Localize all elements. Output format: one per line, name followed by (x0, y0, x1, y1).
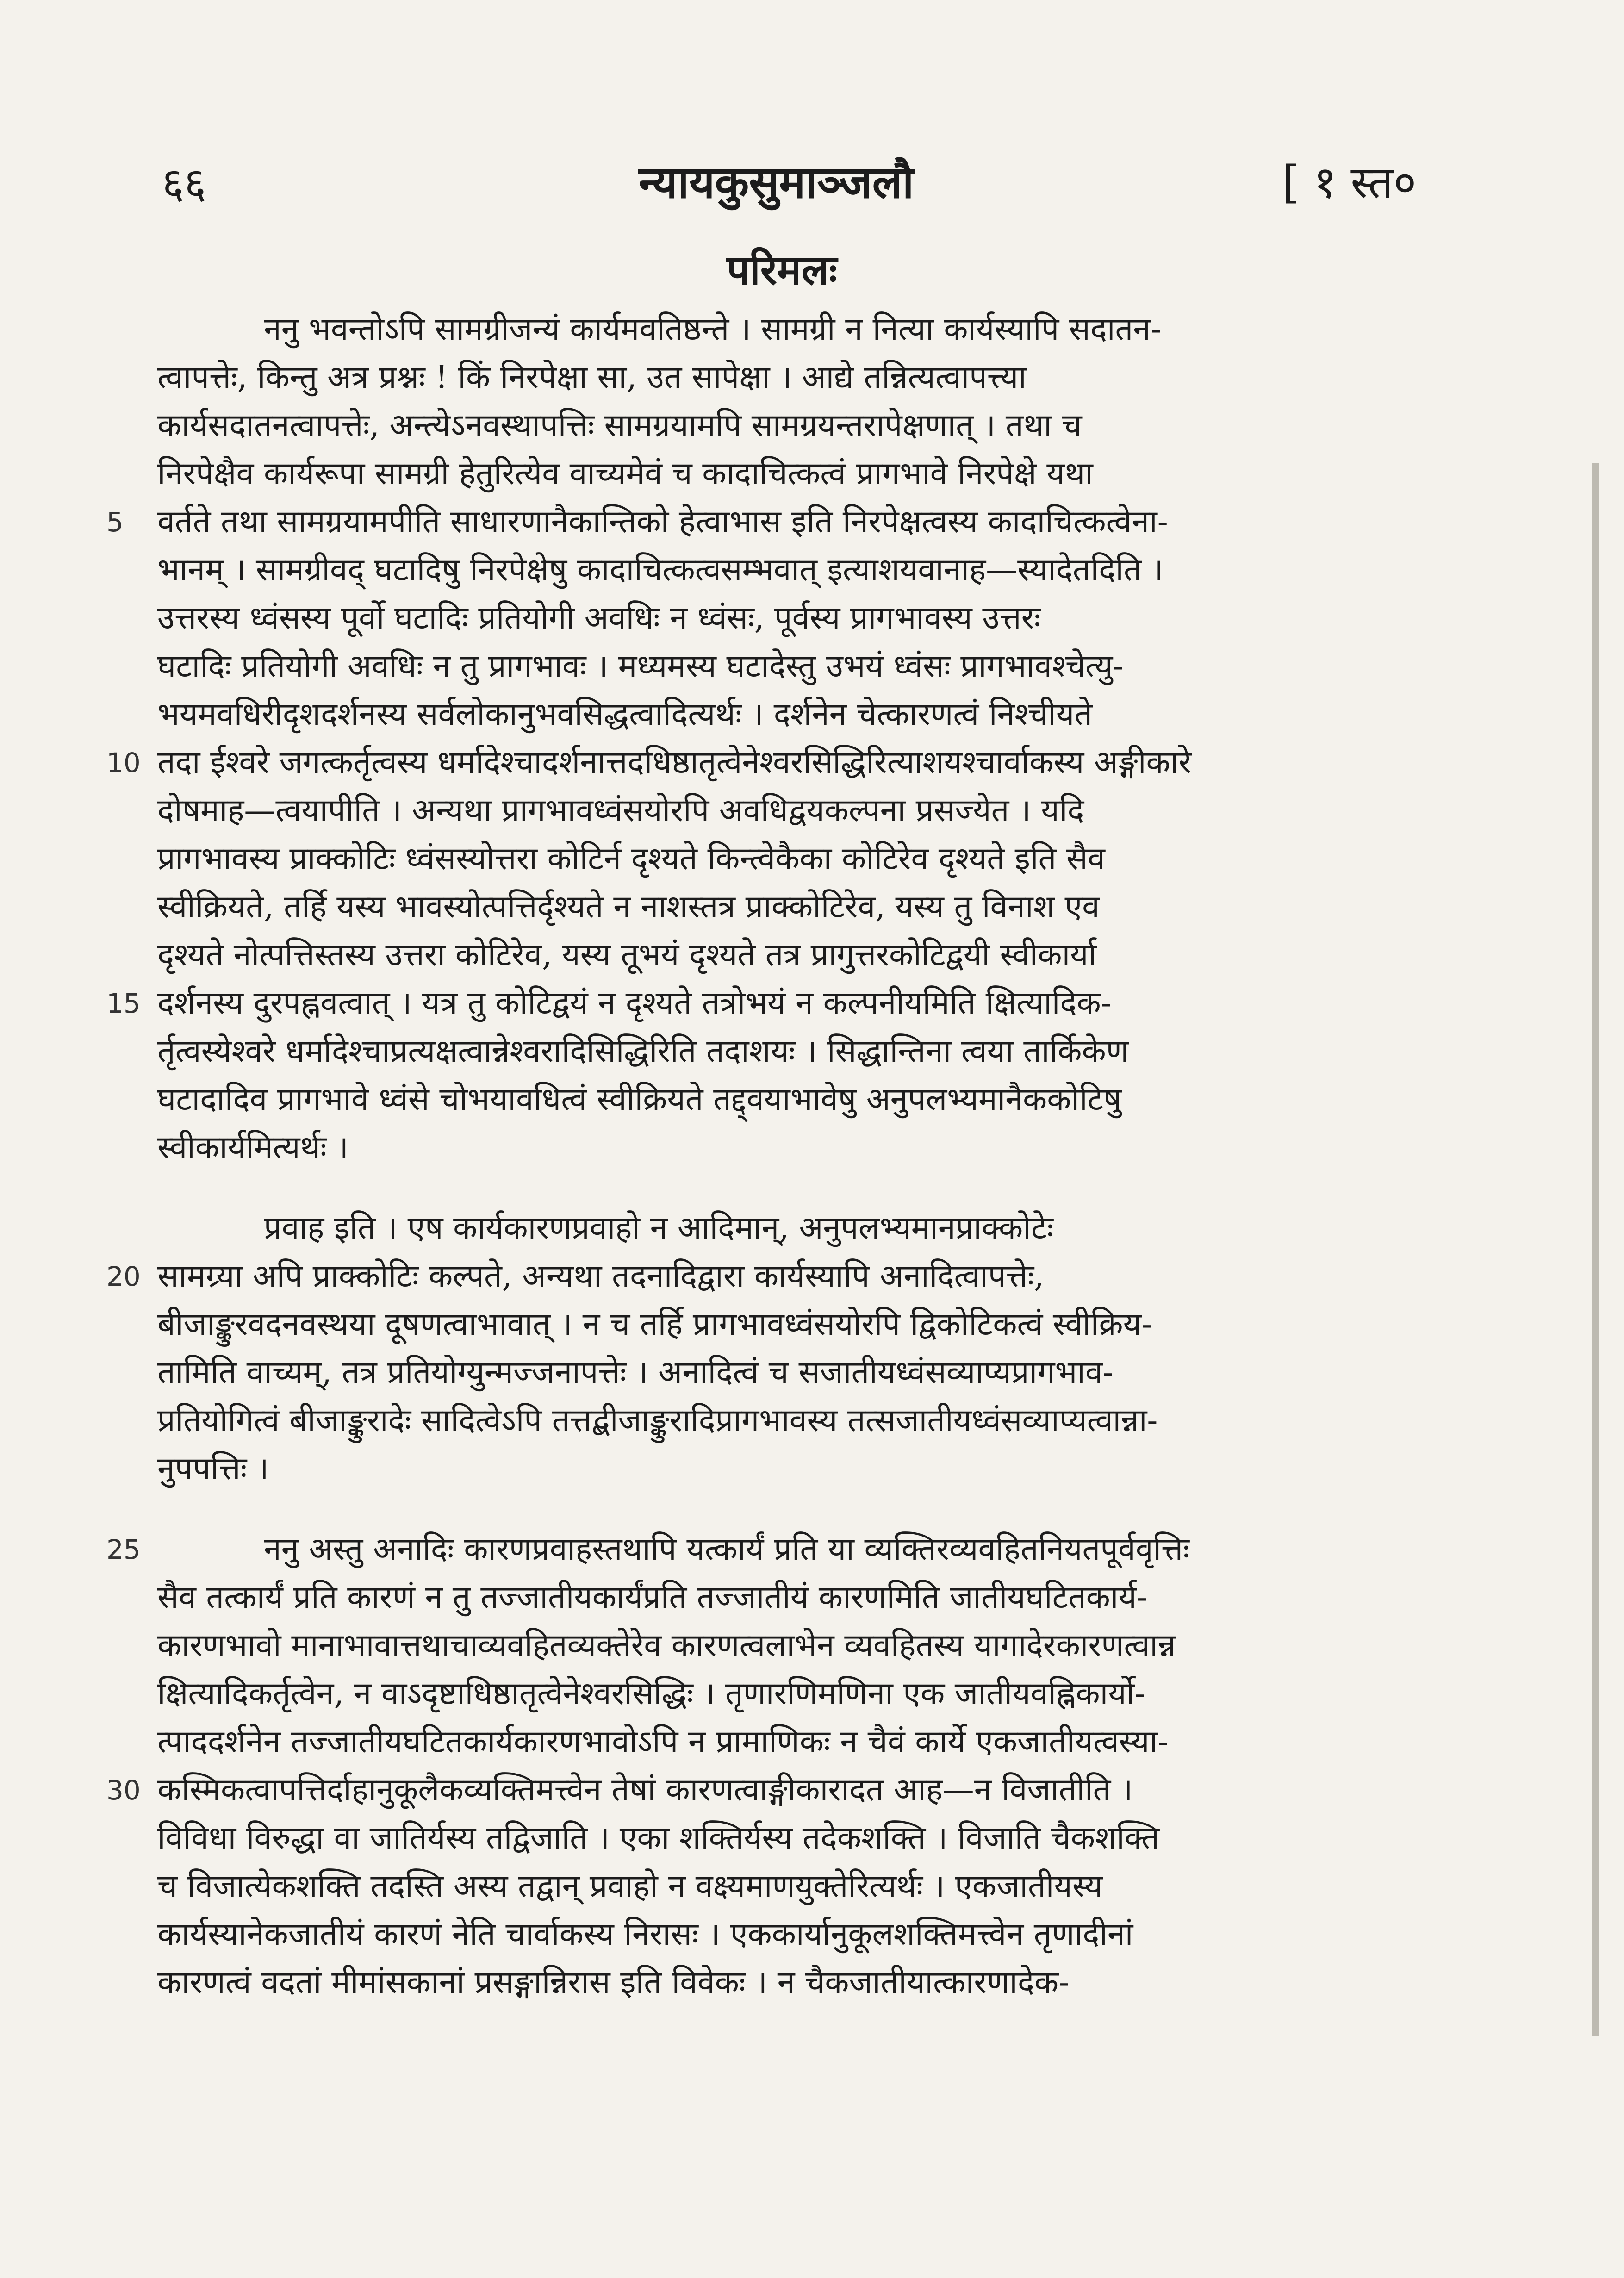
text-line (106, 1766, 1500, 1814)
text-line (157, 1622, 1500, 1670)
text-line (157, 1959, 1500, 2007)
text-line (157, 1349, 1500, 1397)
paragraph-gap (157, 1493, 1500, 1525)
section-marker: [ १ स्त० (1282, 156, 1417, 208)
text-line (157, 546, 1500, 594)
line-text: दृश्यते नोत्पत्तिस्तस्य उत्तरा कोटिरेव, यस्य तूभयं दृश्यते तत्र प्रागुत्तरकोटिद्वयी स्वीकार्या (157, 937, 1097, 973)
line-text: त्पाददर्शनेन तज्जातीयघटितकार्यकारणभावोऽपि न प्रामाणिकः न चैवं कार्ये एकजातीयत्वस्या- (157, 1724, 1169, 1760)
commentary-body (106, 305, 1500, 2007)
text-line (157, 1814, 1500, 1862)
text-line (157, 402, 1500, 450)
line-text: तामिति वाच्यम्, तत्र प्रतियोग्युन्मज्जनापत्तेः । अनादित्वं च सजातीयध्वंसव्याप्यप्रागभाव- (157, 1354, 1114, 1391)
line-text: कार्यसदातनत्वापत्तेः, अन्त्येऽनवस्थापत्तिः सामग्रयामपि सामग्रयन्तरापेक्षणात् । तथा च (157, 407, 1082, 444)
line-text: कारणभावो मानाभावात्तथाचाव्यवहितव्यक्तेरेव कारणत्वलाभेन व्यवहितस्य यागादेरकारणत्वान्न (157, 1627, 1176, 1664)
line-text: कार्यस्यानेकजातीयं कारणं नेति चार्वाकस्य निरासः । एककार्यानुकूलशक्तिमत्त्वेन तृणादीनां (157, 1916, 1133, 1953)
text-line (157, 450, 1500, 498)
binding-edge (1592, 463, 1599, 2036)
line-text: सैव तत्कार्यं प्रति कारणं न तु तज्जातीयकार्यंप्रति तज्जातीयं कारणमिति जातीयघटितकार्य- (157, 1579, 1147, 1616)
line-text: नुपपत्तिः । (157, 1450, 269, 1487)
text-line (157, 1027, 1500, 1076)
paragraph-gap (157, 1172, 1500, 1204)
line-text: कारणत्वं वदतां मीमांसकानां प्रसङ्गान्निरास इति विवेकः । न चैकजातीयात्कारणादेक- (157, 1964, 1070, 2001)
running-title: न्यायकुसुमाञ्जलौ (639, 156, 914, 208)
text-line (157, 1445, 1500, 1493)
text-line (157, 835, 1500, 883)
text-line (106, 1525, 1500, 1574)
line-text: ननु भवन्तोऽपि सामग्रीजन्यं कार्यमवतिष्ठन्ते । सामग्री न नित्या कार्यस्यापि सदातन- (264, 311, 1162, 348)
line-text: दर्शनस्य दुरपह्नवत्वात् । यत्र तु कोटिद्वयं न दृश्यते तत्रोभयं न कल्पनीयमिति क्षित्यादिक- (157, 985, 1112, 1021)
line-text: सामग्र्या अपि प्राक्कोटिः कल्पते, अन्यथा तदनादिद्वारा कार्यस्यापि अनादित्वापत्तेः, (157, 1258, 1044, 1295)
text-line (157, 354, 1500, 402)
text-line (157, 931, 1500, 979)
line-number: 30 (106, 1774, 141, 1806)
text-line (157, 883, 1500, 931)
section-heading: परिमलः (727, 246, 837, 294)
line-text: च विजात्येकशक्ति तदस्ति अस्य तद्वान् प्रवाहो न वक्ष्यमाणयुक्तेरित्यर्थः । एकजातीयस्य (157, 1868, 1103, 1905)
text-line (106, 979, 1500, 1027)
line-text: विविधा विरुद्धा वा जातिर्यस्य तद्विजाति । एका शक्तिर्यस्य तदेकशक्ति । विजाति चैकशक्ति (157, 1820, 1160, 1856)
line-text: प्रागभावस्य प्राक्कोटिः ध्वंसस्योत्तरा कोटिर्न दृश्यते किन्त्वेकैका कोटिरेव दृश्यते इति सैव (157, 840, 1105, 877)
text-line (157, 1862, 1500, 1911)
line-text: वर्तते तथा सामग्रयामपीति साधारणानैकान्तिको हेत्वाभास इति निरपेक्षत्वस्य कादाचित्कत्वेना- (157, 504, 1168, 540)
text-line (157, 787, 1500, 835)
text-line (157, 1397, 1500, 1445)
text-line (157, 1911, 1500, 1959)
line-text: र्तृत्वस्येश्वरे धर्मादेश्चाप्रत्यक्षत्वान्नेश्वरादिसिद्धिरिति तदाशयः । सिद्धान्तिना त्वया तार्किकेण (157, 1033, 1129, 1070)
text-line (157, 1718, 1500, 1766)
text-line (157, 691, 1500, 739)
line-number: 5 (106, 506, 124, 538)
text-line (157, 1301, 1500, 1349)
line-text: प्रतियोगित्वं बीजाङ्कुरादेः सादित्वेऽपि तत्तद्बीजाङ्कुरादिप्रागभावस्य तत्सजातीयध्वंसव्याप्यत्वान्ना- (157, 1402, 1158, 1439)
line-text: भानम् । सामग्रीवद् घटादिषु निरपेक्षेषु कादाचित्कत्वसम्भवात् इत्याशयवानाह—स्यादेतदिति । (157, 552, 1164, 588)
line-number: 25 (106, 1534, 141, 1565)
text-line (157, 1670, 1500, 1718)
line-text: दोषमाह—त्वयापीति । अन्यथा प्रागभावध्वंसयोरपि अवधिद्वयकल्पना प्रसज्येत । यदि (157, 792, 1084, 829)
line-text: क्षित्यादिकर्तृत्वेन, न वाऽदृष्टाधिष्ठातृत्वेनेश्वरसिद्धिः । तृणारणिमणिना एक जातीयवह्निकार्यो- (157, 1675, 1145, 1712)
text-line (157, 1204, 1500, 1252)
text-line (157, 305, 1500, 354)
text-line (106, 498, 1500, 546)
line-text: त्वापत्तेः, किन्तु अत्र प्रश्नः ! किं निरपेक्षा सा, उत सापेक्षा । आद्ये तन्नित्यत्वापत्त्या (157, 359, 1027, 396)
page-number: ६६ (162, 159, 206, 208)
line-text: निरपेक्षैव कार्यरूपा सामग्री हेतुरित्येव वाच्यमेवं च कादाचित्कत्वं प्रागभावे निरपेक्षे यथा (157, 455, 1093, 492)
line-text: तदा ईश्वरे जगत्कर्तृत्वस्य धर्मादेश्चादर्शनात्तदधिष्ठातृत्वेनेश्वरसिद्धिरित्याशयश्चार्वाकस्य अङ्गीकारे (157, 744, 1192, 781)
text-line (157, 594, 1500, 642)
line-text: उत्तरस्य ध्वंसस्य पूर्वो घटादिः प्रतियोगी अवधिः न ध्वंसः, पूर्वस्य प्रागभावस्य उत्तरः (157, 600, 1041, 636)
line-text: बीजाङ्कुरवदनवस्थया दूषणत्वाभावात् । न च तर्हि प्रागभावध्वंसयोरपि द्विकोटिकत्वं स्वीक्रिय- (157, 1306, 1152, 1343)
line-text: घटादादिव प्रागभावे ध्वंसे चोभयावधित्वं स्वीक्रियते तद्द्वयाभावेषु अनुपलभ्यमानैककोटिषु (157, 1081, 1122, 1118)
text-line (157, 642, 1500, 691)
line-number: 20 (106, 1261, 141, 1292)
text-line (106, 739, 1500, 787)
line-text: स्वीक्रियते, तर्हि यस्य भावस्योत्पत्तिर्दृश्यते न नाशस्तत्र प्राक्कोटिरेव, यस्य तु विनाश एव (157, 889, 1100, 925)
text-line (157, 1124, 1500, 1172)
line-text: स्वीकार्यमित्यर्थः । (157, 1129, 349, 1166)
text-line (106, 1252, 1500, 1301)
line-text: भयमवधिरीदृशदर्शनस्य सर्वलोकानुभवसिद्धत्वादित्यर्थः । दर्शनेन चेत्कारणत्वं निश्चीयते (157, 696, 1093, 733)
line-number: 15 (106, 988, 141, 1019)
text-line (157, 1076, 1500, 1124)
line-text: कस्मिकत्वापत्तिर्दाहानुकूलैकव्यक्तिमत्त्वेन तेषां कारणत्वाङ्गीकारादत आह—न विजातीति । (157, 1772, 1133, 1808)
line-number: 10 (106, 747, 141, 778)
text-line (157, 1574, 1500, 1622)
line-text: ननु अस्तु अनादिः कारणप्रवाहस्तथापि यत्कार्यं प्रति या व्यक्तिरव्यवहितनियतपूर्ववृत्तिः (264, 1531, 1189, 1568)
line-text: प्रवाह इति । एष कार्यकारणप्रवाहो न आदिमान्, अनुपलभ्यमानप्राक्कोटेः (264, 1210, 1053, 1246)
line-text: घटादिः प्रतियोगी अवधिः न तु प्रागभावः । मध्यमस्य घटादेस्तु उभयं ध्वंसः प्रागभावश्चेत्यु- (157, 648, 1124, 685)
